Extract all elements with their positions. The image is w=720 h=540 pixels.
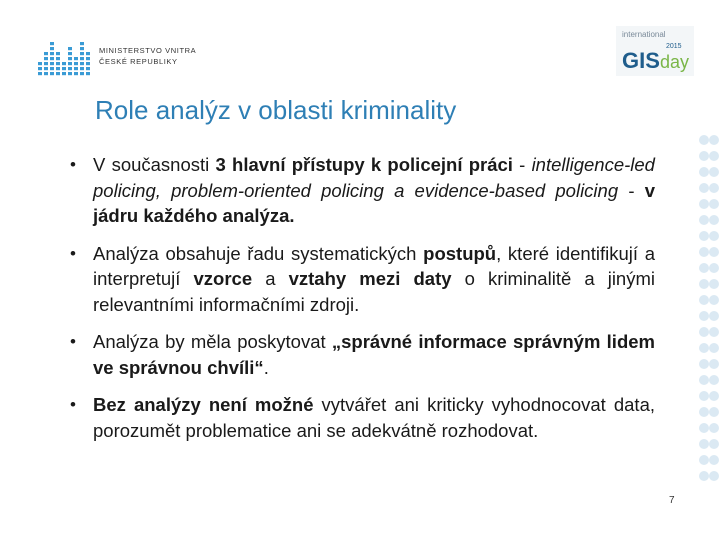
gis-international-label: international [622, 30, 666, 39]
decor-dot [699, 231, 709, 241]
decor-dot [699, 135, 709, 145]
decor-dot [699, 199, 709, 209]
decor-dot [709, 311, 719, 321]
logo-dot [74, 57, 78, 60]
text: - [618, 179, 645, 201]
decor-dot [709, 279, 719, 289]
logo-dot [44, 62, 48, 65]
decor-dot [699, 391, 709, 401]
logo-dot [56, 62, 60, 65]
text: o kriminalitě a jinými relevantními informačními zdroji. [93, 268, 655, 315]
decor-dot [699, 167, 709, 177]
decor-dot [699, 311, 709, 321]
logo-dot [50, 52, 54, 55]
decor-dot [699, 471, 709, 481]
gis-day-logo [616, 26, 694, 76]
decor-dot [709, 135, 719, 145]
logo-dot [50, 42, 54, 45]
decor-dot [709, 199, 719, 209]
logo-dot [80, 42, 84, 45]
decor-dot [709, 215, 719, 225]
text: - [512, 154, 532, 175]
logo-dot [80, 52, 84, 55]
logo-dot [68, 52, 72, 55]
logo-dot [74, 67, 78, 70]
logo-dot [86, 57, 90, 60]
text: a [252, 268, 289, 289]
emphasis: „správné informace správným lidem ve správnou chvíli“ [93, 331, 655, 378]
logo-dot [68, 72, 72, 75]
logo-dot [44, 72, 48, 75]
slide-title: Role analýz v oblasti kriminality [95, 95, 457, 125]
bullet-item [70, 152, 655, 229]
emphasis: v jádru každého analýza. [93, 179, 655, 226]
decor-dot [699, 423, 709, 433]
logo-dot [62, 62, 66, 65]
page-number: 7 [669, 495, 675, 506]
decor-dot [699, 343, 709, 353]
ministry-name [99, 45, 196, 67]
decor-dot [709, 151, 719, 161]
logo-dot [80, 62, 84, 65]
text: , které identifikují a interpretují [93, 242, 655, 289]
text: Analýza obsahuje řadu systematických [93, 242, 424, 264]
text: Analýza by měla poskytovat [93, 331, 332, 352]
bullet-list [70, 152, 655, 455]
logo-dot [86, 72, 90, 75]
decor-dot [699, 407, 709, 417]
text: . [263, 356, 269, 378]
logo-dot [80, 72, 84, 75]
emphasis: Bez analýzy není možné [93, 394, 314, 415]
decor-dot [709, 167, 719, 177]
decor-dot [709, 183, 719, 193]
logo-dot [56, 67, 60, 70]
logo-dot [50, 72, 54, 75]
emphasis: 3 hlavní přístupy k policejní práci [215, 154, 513, 175]
logo-dot [68, 67, 72, 70]
logo-dot [86, 67, 90, 70]
decor-dot [699, 295, 709, 305]
logo-dot [56, 57, 60, 60]
bullet-icon: • [70, 243, 76, 263]
decor-dot [709, 455, 719, 465]
logo-dot [44, 57, 48, 60]
decor-dot [699, 247, 709, 257]
logo-dot [56, 52, 60, 55]
decor-dot [709, 231, 719, 241]
decor-dot [699, 279, 709, 289]
decor-dot [699, 455, 709, 465]
logo-dot [44, 52, 48, 55]
text: vytvářet ani kriticky vyhodnocovat data, porozumět problematice ani se adekvátně rozhodovat. [93, 394, 655, 441]
logo-dot [80, 57, 84, 60]
bullet-icon: • [70, 332, 76, 351]
gis-label: GIS [622, 48, 660, 73]
decor-dot [699, 375, 709, 385]
bullet-icon: • [70, 395, 76, 414]
decor-dot [709, 359, 719, 369]
logo-dot [80, 47, 84, 50]
bullet-item [70, 329, 655, 380]
italic-text: intelligence-led policing, problem-oriented policing a evidence-based policing [93, 154, 655, 201]
emphasis: postupů [423, 242, 497, 264]
decor-dot [709, 375, 719, 385]
logo-dot [86, 62, 90, 65]
logo-dot [68, 47, 72, 50]
logo-dot [50, 57, 54, 60]
day-label: day [660, 52, 690, 72]
decor-dot [709, 263, 719, 273]
decorative-dots-icon [696, 132, 720, 492]
decor-dot [709, 343, 719, 353]
ministry-name-line2: ČESKÉ REPUBLIKY [99, 57, 178, 66]
logo-dot [50, 67, 54, 70]
logo-dot [74, 62, 78, 65]
logo-dot [62, 72, 66, 75]
logo-dot [62, 67, 66, 70]
emphasis: vzorce [193, 268, 253, 289]
decor-dot [699, 359, 709, 369]
decor-dot [709, 407, 719, 417]
decor-dot [699, 327, 709, 337]
ministry-name-line1: MINISTERSTVO VNITRA [99, 46, 197, 55]
emphasis: vztahy mezi daty [288, 268, 452, 289]
gis-year-label: 2015 [666, 43, 682, 50]
logo-dot [68, 57, 72, 60]
logo-dot [38, 62, 42, 65]
decor-dot [699, 439, 709, 449]
decor-dot [709, 439, 719, 449]
decor-dot [699, 151, 709, 161]
logo-dot [80, 67, 84, 70]
bullet-item [70, 392, 655, 443]
decor-dot [709, 471, 719, 481]
decor-dot [709, 295, 719, 305]
text: V současnosti [93, 154, 216, 175]
logo-dot [74, 72, 78, 75]
logo-dot [68, 62, 72, 65]
decor-dot [709, 247, 719, 257]
bullet-icon: • [70, 155, 76, 174]
decor-dot [709, 327, 719, 337]
logo-dot [50, 47, 54, 50]
bullet-item [70, 241, 655, 318]
logo-dot [86, 52, 90, 55]
decor-dot [699, 263, 709, 273]
logo-dot [44, 67, 48, 70]
decor-dot [709, 391, 719, 401]
logo-dot [38, 72, 42, 75]
logo-dot [38, 67, 42, 70]
logo-dot [50, 62, 54, 65]
decor-dot [699, 183, 709, 193]
decor-dot [709, 423, 719, 433]
decor-dot [699, 215, 709, 225]
logo-dot [56, 72, 60, 75]
